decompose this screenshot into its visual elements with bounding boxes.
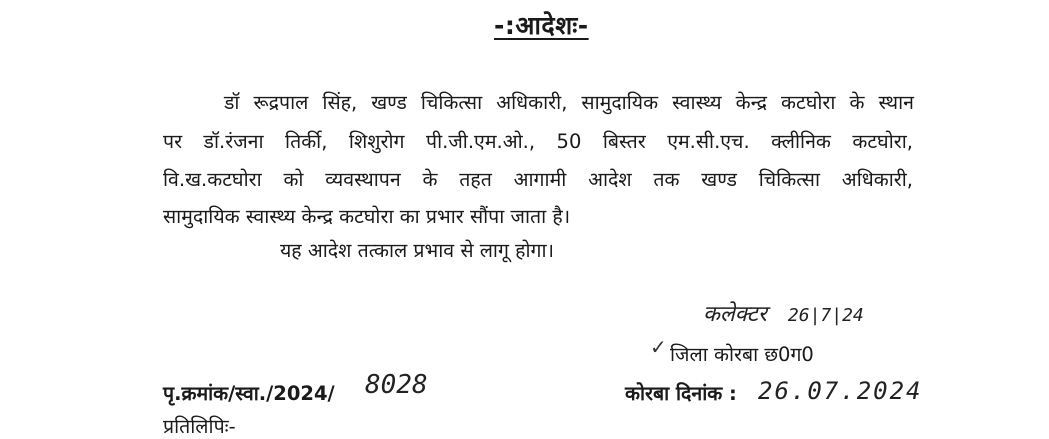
- order-body-line-3: वि.ख.कटघोरा को व्यवस्थापन के तहत आगामी आदेश तक खण्ड चिकित्सा अधिकारी,: [163, 168, 913, 191]
- order-body-line-4: सामुदायिक स्वास्थ्य केन्द्र कटघोरा का प्रभार सौंपा जाता है।: [163, 205, 571, 228]
- reference-label: पृ.क्रमांक/स्वा./2024/: [163, 382, 335, 405]
- order-body-line-1: डॉ रूद्रपाल सिंह, खण्ड चिकित्सा अधिकारी, सामुदायिक स्वास्थ्य केन्द्र कटघोरा के स्थान: [224, 91, 914, 114]
- signature-office: जिला कोरबा छ0ग0: [670, 343, 814, 366]
- date-label: कोरबा दिनांक :: [625, 382, 737, 405]
- order-body-line-2: पर डॉ.रंजना तिर्की, शिशुरोग पी.जी.एम.ओ., 50 बिस्तर एम.सी.एच. क्लीनिक कटघोरा,: [163, 130, 913, 153]
- signature-designation: कलेक्टर: [703, 302, 767, 327]
- signature-date: 26|7|24: [787, 305, 864, 326]
- order-title: -:आदेशः-: [494, 11, 589, 40]
- checkmark-icon: ✓: [650, 335, 667, 359]
- order-effect-line: यह आदेश तत्काल प्रभाव से लागू होगा।: [280, 239, 554, 262]
- order-date: 26.07.2024: [758, 377, 923, 405]
- reference-number: 8028: [365, 370, 428, 400]
- copy-to-label: प्रतिलिपिः-: [163, 415, 236, 438]
- signature-block: [703, 298, 864, 328]
